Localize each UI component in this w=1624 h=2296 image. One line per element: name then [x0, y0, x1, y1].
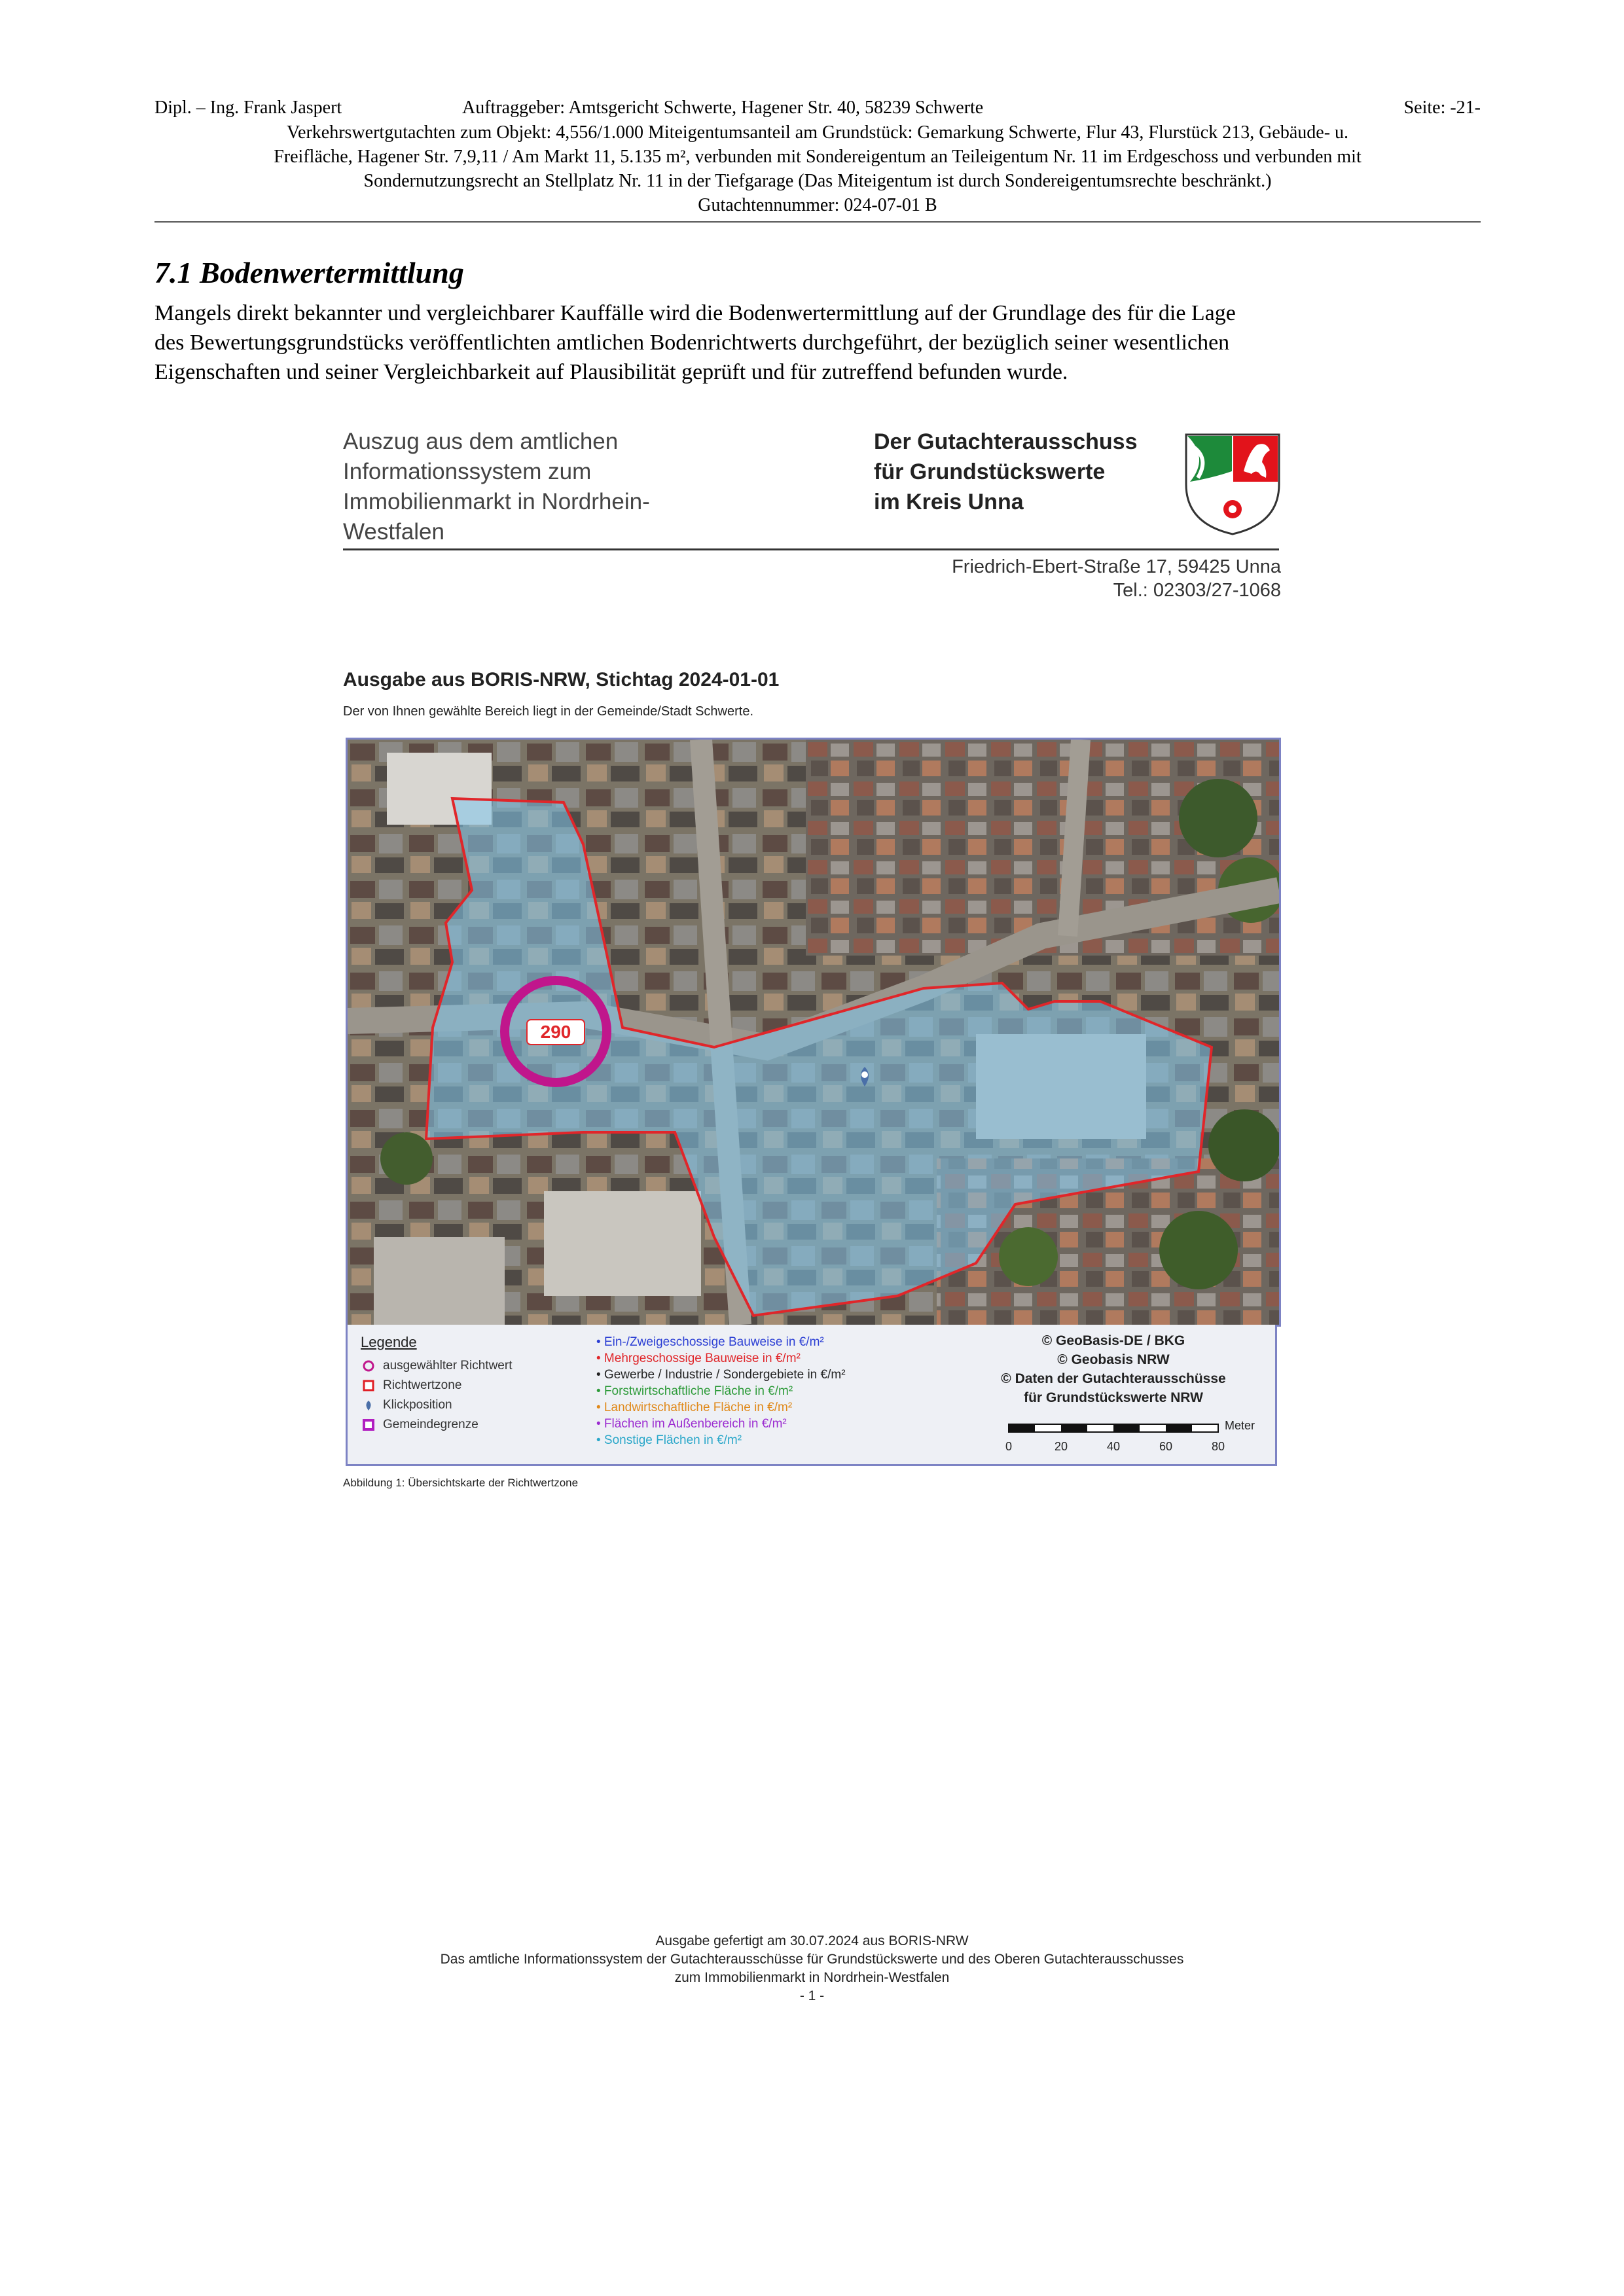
municipal-border-icon	[362, 1418, 375, 1431]
extract-footer	[0, 1932, 1624, 2005]
copyright-line: © Geobasis NRW	[1057, 1352, 1170, 1367]
map-copyright	[969, 1331, 1257, 1407]
boris-municipality-note: Der von Ihnen gewählte Bereich liegt in der Gemeinde/Stadt Schwerte.	[343, 704, 754, 719]
client-info: Auftraggeber: Amtsgericht Schwerte, Hagener Str. 40, 58239 Schwerte	[462, 98, 984, 118]
scale-tick: 40	[1106, 1440, 1121, 1453]
scale-bar	[1002, 1418, 1271, 1463]
section-paragraph	[154, 298, 1483, 387]
legend-category: • Gewerbe / Industrie / Sondergebiete in €/m²	[596, 1368, 846, 1382]
value-zone-icon	[362, 1379, 375, 1392]
legend-item	[362, 1378, 461, 1393]
copyright-line: für Grundstückswerte NRW	[1024, 1390, 1203, 1405]
legend-item	[362, 1359, 512, 1373]
committee-address	[952, 555, 1281, 602]
boris-output-title: Ausgabe aus BORIS-NRW, Stichtag 2024-01-01	[343, 669, 780, 691]
extract-title-line: Immobilienmarkt in Nordrhein-	[343, 489, 650, 514]
report-header-row	[154, 96, 1481, 120]
address-line: Friedrich-Ebert-Straße 17, 59425 Unna	[952, 556, 1281, 577]
extract-title-line: Auszug aus dem amtlichen	[343, 429, 619, 454]
legend-label: Richtwertzone	[383, 1378, 462, 1392]
object-description-line: Sondernutzungsrecht an Stellplatz Nr. 11 in der Tiefgarage (Das Miteigentum ist durch Sondereigentumsrechte beschränkt.)	[363, 171, 1272, 191]
section-title: 7.1 Bodenwertermittlung	[154, 256, 464, 289]
legend-category: • Flächen im Außenbereich in €/m²	[596, 1417, 787, 1431]
copyright-line: © GeoBasis-DE / BKG	[1041, 1333, 1185, 1348]
extract-title-line: Westfalen	[343, 519, 444, 545]
committee-name	[874, 427, 1138, 517]
legend-label: ausgewählter Richtwert	[383, 1359, 513, 1372]
footer-line: Das amtliche Informationssystem der Gutachterausschüsse für Grundstückswerte und des Oberen Gutachterausschusses	[440, 1952, 1184, 1967]
footer-line: Ausgabe gefertigt am 30.07.2024 aus BORIS-NRW	[655, 1933, 969, 1948]
paragraph-line: Eigenschaften und seiner Vergleichbarkeit auf Plausibilität geprüft und für zutreffend befunden wurde.	[154, 360, 1068, 384]
legend-category: • Mehrgeschossige Bauweise in €/m²	[596, 1352, 801, 1365]
legend-label: Gemeindegrenze	[383, 1418, 478, 1431]
scale-unit: Meter	[1225, 1419, 1255, 1432]
click-pin-icon	[362, 1399, 375, 1412]
page-number: Seite: -21-	[1403, 98, 1481, 118]
phone-line: Tel.: 02303/27-1068	[1113, 580, 1281, 601]
legend-category: • Forstwirtschaftliche Fläche in €/m²	[596, 1384, 793, 1398]
scale-tick: 60	[1159, 1440, 1173, 1453]
extract-source-title	[343, 427, 650, 547]
legend-item	[362, 1398, 452, 1412]
selected-value-icon	[362, 1359, 375, 1372]
legend-heading: Legende	[361, 1334, 417, 1350]
committee-line: im Kreis Unna	[874, 490, 1024, 514]
footer-line: zum Immobilienmarkt in Nordrhein-Westfalen	[674, 1970, 950, 1985]
report-number: Gutachtennummer: 024-07-01 B	[698, 195, 937, 215]
aerial-map-image	[348, 740, 1279, 1325]
land-value-map	[346, 738, 1281, 1327]
header-divider	[154, 221, 1481, 223]
legend-category: • Landwirtschaftliche Fläche in €/m²	[596, 1401, 793, 1414]
legend-category: • Sonstige Flächen in €/m²	[596, 1433, 742, 1447]
scale-tick: 80	[1211, 1440, 1225, 1453]
legend-label: Klickposition	[383, 1398, 452, 1412]
footer-page-number: - 1 -	[799, 1988, 825, 2003]
map-legend	[346, 1325, 1277, 1466]
committee-line: für Grundstückswerte	[874, 459, 1106, 484]
scale-tick: 20	[1054, 1440, 1068, 1453]
extract-title-line: Informationssystem zum	[343, 459, 592, 484]
committee-line: Der Gutachterausschuss	[874, 429, 1138, 454]
scale-tick: 0	[1005, 1440, 1013, 1453]
extract-divider	[343, 548, 1279, 550]
land-value-label: 290	[540, 1022, 571, 1042]
copyright-line: © Daten der Gutachterausschüsse	[1001, 1371, 1226, 1386]
paragraph-line: des Bewertungsgrundstücks veröffentlichten amtlichen Bodenrichtwerts durchgeführt, der bezüglich seiner wesentlichen	[154, 331, 1230, 355]
nrw-coat-of-arms-icon	[1183, 432, 1282, 537]
author-name: Dipl. – Ing. Frank Jaspert	[154, 98, 342, 118]
object-description-line: Verkehrswertgutachten zum Objekt: 4,556/1.000 Miteigentumsanteil am Grundstück: Gemarkung Schwerte, Flur 43, Flurstück 213, Gebäude- u.	[286, 122, 1349, 143]
paragraph-line: Mangels direkt bekannter und vergleichbarer Kauffälle wird die Bodenwertermittlung auf der Grundlage des für die Lage	[154, 301, 1236, 325]
legend-item	[362, 1418, 478, 1432]
figure-caption: Abbildung 1: Übersichtskarte der Richtwertzone	[343, 1477, 579, 1489]
legend-category: • Ein-/Zweigeschossige Bauweise in €/m²	[596, 1335, 824, 1349]
object-description-line: Freifläche, Hagener Str. 7,9,11 / Am Markt 11, 5.135 m², verbunden mit Sondereigentum an Teileigentum Nr. 11 im Erdgeschoss und verbunden mit	[274, 147, 1362, 167]
